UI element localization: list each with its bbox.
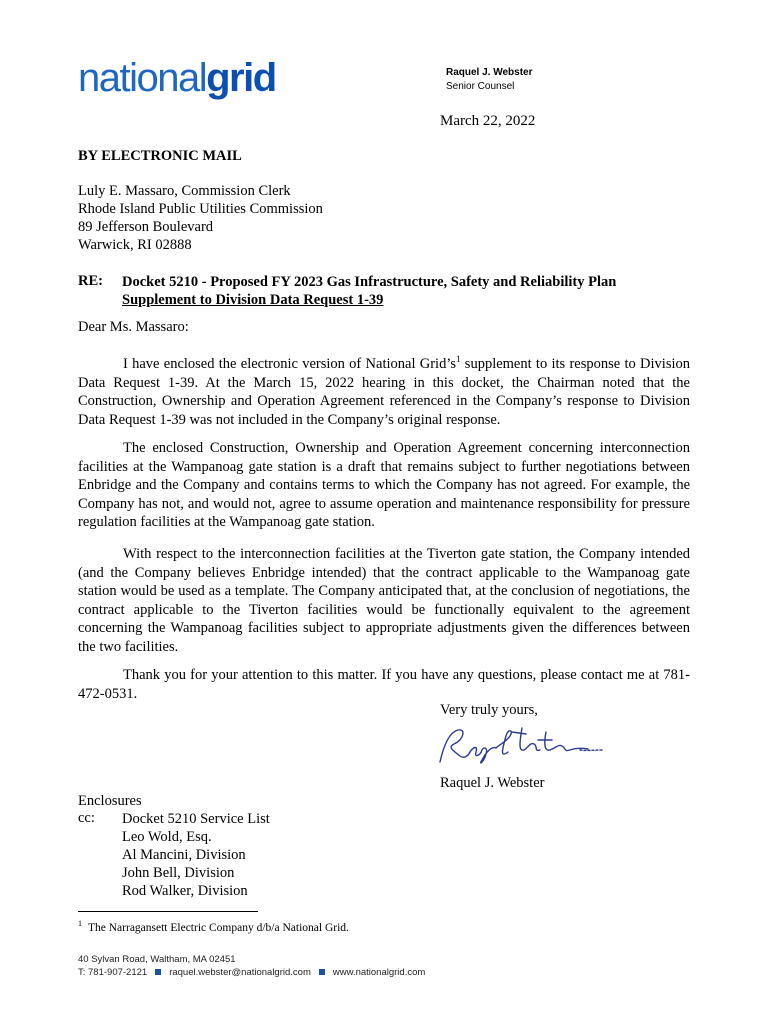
cc-label: cc: (78, 810, 95, 826)
signature-name: Raquel J. Webster (440, 775, 545, 791)
sender-block (446, 66, 533, 94)
footnote-divider (78, 911, 258, 912)
recipient-line-1: Luly E. Massaro, Commission Clerk (78, 183, 291, 199)
footer-email[interactable]: raquel.webster@nationalgrid.com (169, 967, 311, 978)
square-bullet-icon (319, 969, 325, 975)
footer-address: 40 Sylvan Road, Waltham, MA 02451 (78, 954, 236, 965)
sender-title: Senior Counsel (446, 81, 515, 92)
sender-name: Raquel J. Webster (446, 67, 533, 78)
letter-date: March 22, 2022 (440, 113, 536, 129)
cc-item: Al Mancini, Division (122, 847, 246, 863)
footnote-mark: 1 (78, 919, 82, 928)
paragraph-2: The enclosed Construction, Ownership and Operation Agreement concerning interconnection facilities at the Wampanoag gate station is a draft that remains subject to further negotiations between Enbridge and the Company and contains terms to which the Company has not agreed. For example, the Company has not, and would not, agree to assume operation and maintenance responsibility for pressure regulation facilities at the Wampanoag gate station. (78, 440, 690, 530)
cc-item: John Bell, Division (122, 865, 235, 881)
delivery-method: BY ELECTRONIC MAIL (78, 148, 242, 164)
recipient-line-2: Rhode Island Public Utilities Commission (78, 201, 323, 217)
re-subject-line-2: Supplement to Division Data Request 1-39 (122, 292, 384, 308)
re-subject (122, 273, 616, 309)
cc-list (122, 810, 270, 900)
footnote-reference: 1 (456, 354, 461, 365)
paragraph-4: Thank you for your attention to this matter. If you have any questions, please contact me at 781-472-0531. (78, 667, 690, 702)
paragraph-1 (78, 355, 690, 429)
footer-contact-line (78, 966, 425, 979)
salutation: Dear Ms. Massaro: (78, 319, 189, 335)
cc-item: Leo Wold, Esq. (122, 829, 212, 845)
paragraph-1-start: I have enclosed the electronic version of National Grid’s (123, 356, 457, 372)
footnote-text: The Narragansett Electric Company d/b/a National Grid. (88, 921, 349, 934)
letter-footer (78, 953, 425, 979)
re-subject-line-1: Docket 5210 - Proposed FY 2023 Gas Infrastructure, Safety and Reliability Plan (122, 274, 617, 290)
footer-phone: T: 781-907-2121 (78, 967, 148, 978)
footnote (78, 919, 349, 934)
enclosures-label: Enclosures (78, 793, 142, 809)
valediction: Very truly yours, (440, 702, 538, 718)
logo-national: national (78, 56, 207, 100)
re-label: RE: (78, 273, 103, 289)
recipient-line-4: Warwick, RI 02888 (78, 237, 192, 253)
cc-item: Rod Walker, Division (122, 883, 248, 899)
square-bullet-icon (155, 969, 161, 975)
paragraph-3: With respect to the interconnection facilities at the Tiverton gate station, the Company intended (and the Company believes Enbridge intended) that the contract applicable to the Wampanoag gate station would be used as a template. The Company anticipated that, at the conclusion of negotiations, the contract applicable to the Tiverton facilities would be functionally equivalent to the agreement concerning the Wampanoag facilities subject to appropriate adjustments given the differences between the two facilities. (78, 546, 690, 655)
national-grid-logo (78, 58, 276, 98)
recipient-line-3: 89 Jefferson Boulevard (78, 219, 214, 235)
handwritten-signature (430, 722, 610, 770)
cc-item: Docket 5210 Service List (122, 811, 270, 827)
paragraph-1-rest: supplement to its response to Division Data Request 1-39. At the March 15, 2022 hearing in this docket, the Chairman noted that the Construction, Ownership and Operation Agreement referenced in the Company’s response to Division Data Request 1-39 was not included in the Company’s original response. (78, 356, 691, 428)
logo-grid: grid (206, 56, 276, 100)
footer-website[interactable]: www.nationalgrid.com (332, 967, 426, 978)
